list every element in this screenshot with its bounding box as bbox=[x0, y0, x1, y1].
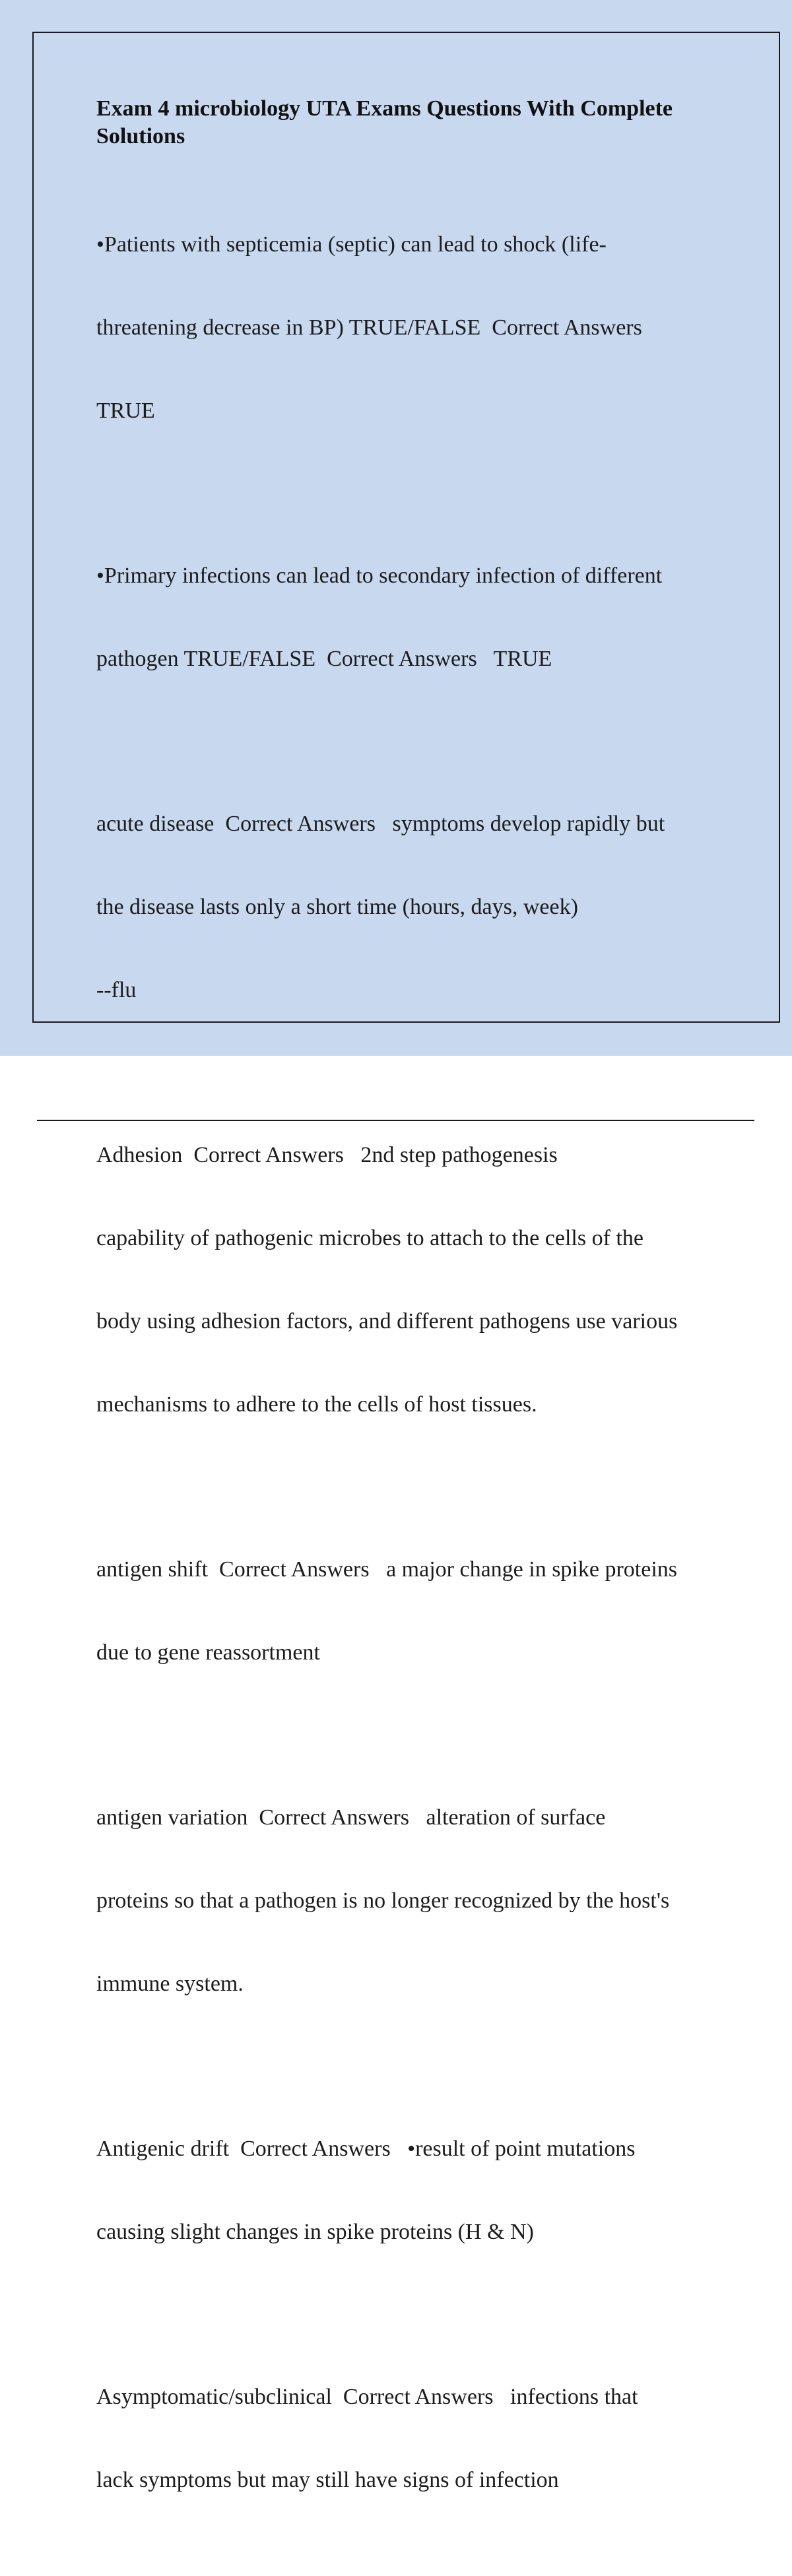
entry-line: causing slight changes in spike proteins (H & N) bbox=[96, 2220, 534, 2244]
qa-entry-acute-disease bbox=[96, 755, 730, 1060]
qa-entry-antigen-shift bbox=[96, 1500, 730, 1722]
entry-line: •Patients with septicemia (septic) can lead to shock (life- bbox=[96, 232, 607, 257]
document-body bbox=[96, 95, 730, 2576]
document-title: Exam 4 microbiology UTA Exams Questions With Complete Solutions bbox=[96, 96, 673, 148]
qa-entry-antigenic-drift bbox=[96, 2080, 730, 2302]
entry-line: the disease lasts only a short time (hours, days, week) bbox=[96, 895, 578, 919]
entry-line: capability of pathogenic microbes to attach to the cells of the bbox=[96, 1226, 644, 1250]
entry-line: antigen variation Correct Answers alteration of surface bbox=[96, 1805, 606, 1830]
entry-line: mechanisms to adhere to the cells of host tissues. bbox=[96, 1392, 537, 1417]
entry-line: --flu bbox=[96, 978, 137, 1002]
entry-line: due to gene reassortment bbox=[96, 1640, 320, 1665]
qa-entry-antigen-variation bbox=[96, 1749, 730, 2053]
entry-line: Adhesion Correct Answers 2nd step pathogenesis bbox=[96, 1143, 558, 1167]
entry-line: Antigenic drift Correct Answers •result of point mutations bbox=[96, 2137, 636, 2161]
entry-line: proteins so that a pathogen is no longer recognized by the host's bbox=[96, 1888, 670, 1913]
entry-line: antigen shift Correct Answers a major change in spike proteins bbox=[96, 1557, 677, 1582]
entry-line: lack symptoms but may still have signs of infection bbox=[96, 2468, 559, 2492]
entry-line: acute disease Correct Answers symptoms develop rapidly but bbox=[96, 812, 665, 836]
entry-line: Asymptomatic/subclinical Correct Answers infections that bbox=[96, 2385, 638, 2409]
qa-entry-adhesion bbox=[96, 1086, 730, 1474]
qa-entry-primary-infections bbox=[96, 507, 730, 728]
entry-line: TRUE bbox=[96, 399, 155, 423]
entry-line: pathogen TRUE/FALSE Correct Answers TRUE bbox=[96, 647, 552, 671]
qa-entry-septicemia bbox=[96, 176, 730, 480]
entry-line: threatening decrease in BP) TRUE/FALSE Correct Answers bbox=[96, 315, 642, 340]
entry-line: immune system. bbox=[96, 1972, 244, 1996]
qa-entry-asymptomatic bbox=[96, 2328, 730, 2550]
entry-line: body using adhesion factors, and different pathogens use various bbox=[96, 1309, 678, 1334]
footer-divider bbox=[37, 1120, 754, 1121]
entry-line: •Primary infections can lead to secondary infection of different bbox=[96, 564, 663, 588]
